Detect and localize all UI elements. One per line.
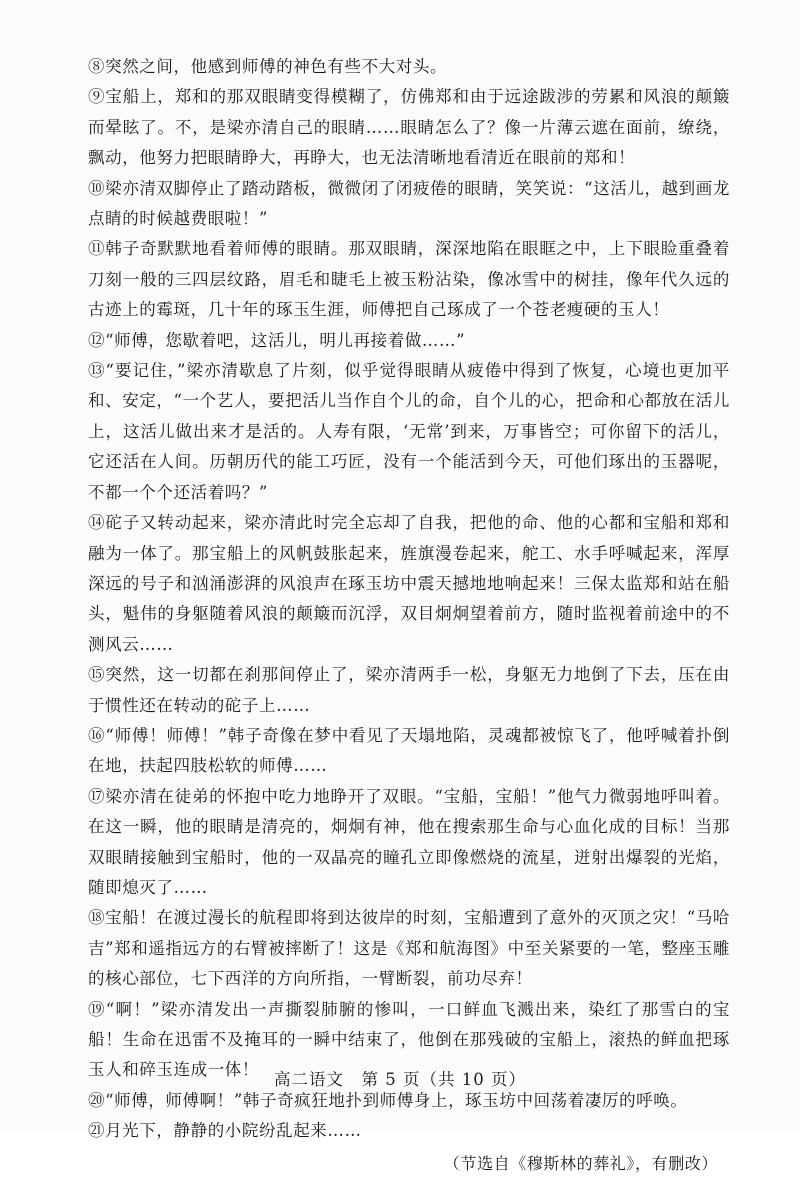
paragraph-14: ⑭砣子又转动起来，梁亦清此时完全忘却了自我，把他的命、他的心都和宝船和郑和融为一体了。那宝船上的风帆鼓胀起来，旌旗漫卷起来，舵工、水手呼喊起来，浑厚深远的号子和汹涌澎湃的风浪声在琢玉坊中震天撼地地响起来！三保太监郑和站在船头，魁伟的身躯随着风浪的颠簸而沉浮，双目炯炯望着前方，随时监视着前途中的不测风云…… xyxy=(88,513,730,654)
paragraph-19: ⑲“啊！”梁亦清发出一声撕裂肺腑的惨叫，一口鲜血飞溅出来，染红了那雪白的宝船！生命在迅雷不及掩耳的一瞬中结束了，他倒在那残破的宝船上，滚热的鲜血把琢玉人和碎玉连成一体！ xyxy=(88,999,730,1080)
paragraph-9: ⑨宝船上，郑和的那双眼睛变得模糊了，仿佛郑和由于远途跋涉的劳累和风浪的颠簸而晕眩了。不，是梁亦清自己的眼睛……眼睛怎么了？像一片薄云遮在面前，缭绕，飘动，他努力把眼睛睁大，再睁大，也无法清晰地看清近在眼前的郑和！ xyxy=(88,87,730,168)
page-footer: 高二语文 第 5 页（共 10 页） xyxy=(274,1070,526,1089)
paragraph-12: ⑫“师傅，您歇着吧，这活儿，明儿再接着做……” xyxy=(88,330,466,350)
paragraph-18: ⑱宝船！在渡过漫长的航程即将到达彼岸的时刻，宝船遭到了意外的灭顶之灾！“马哈吉”郑和遥指远方的右臂被摔断了！这是《郑和航海图》中至关紧要的一笔，整座玉雕的核心部位，七下西洋的方向所指，一臂断裂，前功尽弃！ xyxy=(88,908,730,989)
paragraph-13: ⑬“要记住，”梁亦清歇息了片刻，似乎觉得眼睛从疲倦中得到了恢复，心境也更加平和、安定，“一个艺人，要把活儿当作自个儿的命，自个儿的心，把命和心都放在活儿上，这活儿做出来才是活的。人寿有限，‘无常’到来，万事皆空；可你留下的活儿，它还活在人间。历朝历代的能工巧匠，没有一个能活到今天，可他们琢出的玉器呢，不都一个个还活着吗？” xyxy=(88,361,730,502)
paragraph-16: ⑯“师傅！师傅！”韩子奇像在梦中看见了天塌地陷，灵魂都被惊飞了，他呼喊着扑倒在地，扶起四肢松软的师傅…… xyxy=(88,725,730,776)
paragraph-17: ⑰梁亦清在徒弟的怀抱中吃力地睁开了双眼。“宝船，宝船！”他气力微弱地呼叫着。在这一瞬，他的眼睛是清亮的，炯炯有神，他在搜索那生命与心血化成的目标！当那双眼睛接触到宝船时，他的一双晶亮的瞳孔立即像燃烧的流星，迸射出爆裂的光焰，随即熄灭了…… xyxy=(88,786,730,897)
paragraph-8: ⑧突然之间，他感到师傅的神色有些不大对头。 xyxy=(88,57,448,76)
paragraph-15: ⑮突然，这一切都在刹那间停止了，梁亦清两手一松，身躯无力地倒了下去，压在由于惯性还在转动的砣子上…… xyxy=(88,665,730,715)
source-citation: （节选自《穆斯林的葬礼》，有删改） xyxy=(443,1153,718,1173)
reading-passage xyxy=(70,52,730,1179)
paragraph-11: ⑪韩子奇默默地看着师傅的眼睛。那双眼睛，深深地陷在眼眶之中，上下眼睑重叠着刀刻一般的三四层纹路，眉毛和睫毛上被玉粉沾染，像冰雪中的树挂，像年代久远的古迹上的霉斑，几十年的琢玉生涯，师傅把自己琢成了一个苍老瘦硬的玉人！ xyxy=(88,239,730,320)
paragraph-21: ㉑月光下，静静的小院纷乱起来…… xyxy=(88,1121,362,1141)
paragraph-10: ⑩梁亦清双脚停止了踏动踏板，微微闭了闭疲倦的眼睛，笑笑说：“这活儿，越到画龙点睛的时候越费眼啦！” xyxy=(88,178,730,229)
paragraph-20: ⑳“师傅，师傅啊！”韩子奇疯狂地扑到师傅身上，琢玉坊中回荡着凄厉的呼唤。 xyxy=(88,1090,688,1110)
